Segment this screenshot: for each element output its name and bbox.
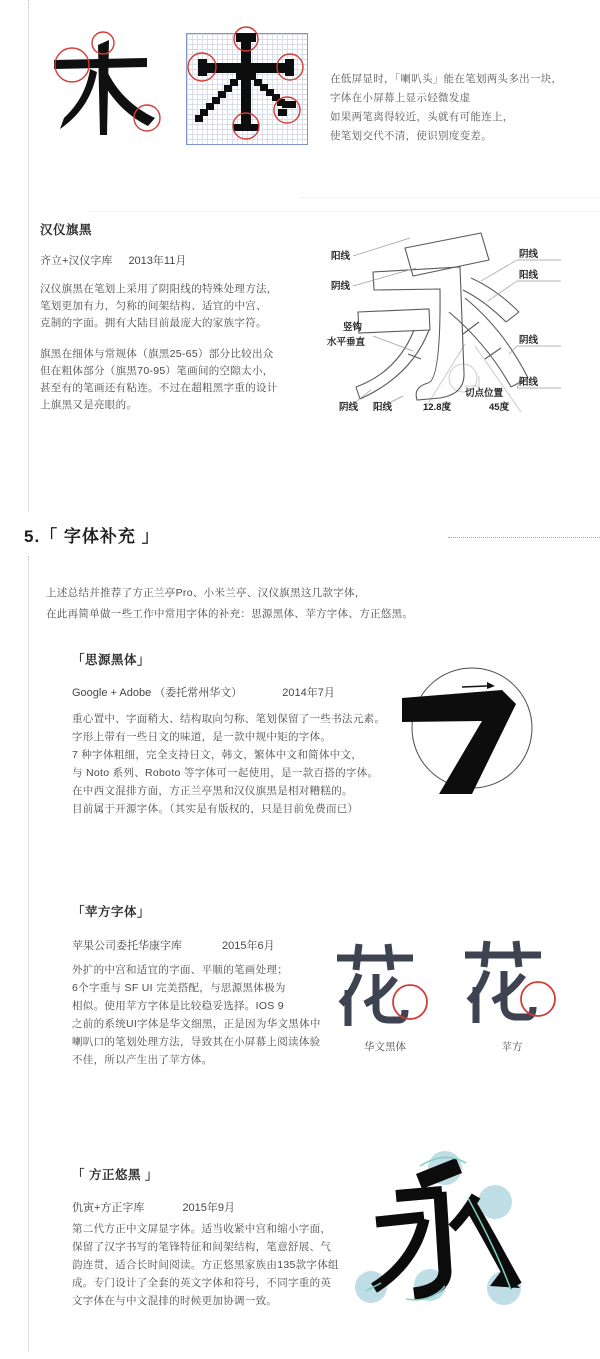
siyuan-foundry: Google + Adobe （委托常州华文） [72,687,243,699]
diagram-label: 阳线 [373,402,393,413]
left-dotted-guide-bottom [28,556,29,1352]
youhei-foundry: 仇寅+方正字库 [72,1202,145,1214]
mu-pixel-glyph-figure [173,20,319,156]
hanyi-byline [40,252,186,268]
pingfang-line: 相似。使用苹方字体是比较稳妥选择。IOS 9 [72,1000,284,1012]
siyuan-byline [72,684,335,700]
diagram-label: 阴线 [519,249,539,260]
hanyi-para2-line: 甚至有的笔画还有粘连。不过在超粗黑字重的设计 [40,382,278,394]
youhei-date: 2015年9月 [182,1202,236,1214]
youhei-title: 「 方正悠黑 」 [72,1168,158,1182]
hanyi-date: 2013年11月 [128,255,187,267]
pingfang-line: 不佳，所以产生出了苹方体。 [72,1054,213,1066]
siyuan-title: 「思源黑体」 [72,653,151,667]
diagram-label: 阳线 [331,251,351,262]
mu-large-glyph-figure [38,28,178,158]
diagram-label: 切点位置 [465,388,504,399]
top-note-line: 使笔划交代不清，使识别度变差。 [330,130,492,142]
left-dotted-guide-top [28,0,29,512]
pingfang-line: 6个字重与 SF UI 完美搭配，与思源黑体极为 [72,982,286,994]
yong-anatomy-diagram [313,226,598,430]
pingfang-title: 「苹方字体」 [72,905,151,919]
siyuan-date: 2014年7月 [282,687,335,699]
diagram-label: 水平垂直 [327,337,366,348]
pingfang-byline [72,937,275,953]
annotation-arrow-icon [462,682,495,689]
hua-comparison-figure [325,918,575,1043]
section5-intro-line: 上述总结并推荐了方正兰亭Pro、小米兰亭、汉仪旗黑这几款字体， [46,587,366,599]
seven-glyph [402,690,516,794]
hanyi-title: 汉仪旗黑 [40,223,93,237]
youhei-byline [72,1199,235,1215]
section5-dotted-rule [448,537,600,538]
hua-glyph-pingfang [465,941,541,1023]
diagram-label: 阳线 [519,377,539,388]
pingfang-foundry: 苹果公司委托华康字库 [72,940,182,952]
siyuan-line: 7 种字体粗细，完全支持日文，韩文，繁体中文和简体中文， [72,749,363,761]
youhei-line: 成。专门设计了全套的英文字体和符号，不同字重的英 [72,1277,332,1289]
hanyi-foundry: 齐立+汉仪字库 [40,255,113,267]
section5-intro-line: 在此再简单做一些工作中常用字体的补充：思源黑体、苹方字体、方正悠黑。 [46,608,414,620]
siyuan-line: 与 Noto 系列、Roboto 等字体可一起使用，是一款百搭的字体。 [72,767,379,779]
siyuan-line: 目前属于开源字体。（其实是有版权的，只是目前免费而已） [72,803,359,815]
faint-divider-1 [300,197,600,198]
diagram-label: 阴线 [339,402,359,413]
diagram-labels [327,248,539,413]
hua-glyph-huawen [337,944,413,1026]
youhei-line: 保留了汉字书写的笔锋特征和间架结构，笔意舒展、气 [72,1241,332,1253]
diagram-label: 12.8度 [423,402,451,413]
mu-pixel-cells [195,33,296,131]
section5-title: 5.「 字体补充 」 [24,527,160,546]
faint-divider-2 [90,211,600,212]
pingfang-line: 外扩的中宫和适宜的字面、平顺的笔画处理； [72,964,288,976]
hanyi-para2-line: 旗黑在细体与常规体（旗黑25-65）部分比较出众 [40,348,274,360]
diagram-label: 竖钩 [343,322,363,333]
hanyi-para2-line: 但在粗体部分（旗黑70-95）笔画间的空隙太小， [40,365,274,377]
pingfang-line: 喇叭口的笔划处理方法，导致其在小屏幕上阅读体验 [72,1036,321,1048]
hanyi-para1-line: 汉仪旗黑在笔划上采用了阴阳线的特殊处理方法， [40,283,278,295]
diagram-label: 阴线 [331,281,351,292]
pingfang-date: 2015年6月 [222,940,275,952]
top-note-line: 如果两笔离得较近，头就有可能连上， [330,111,514,123]
youhei-line: 第二代方正中文屏显字体。适当收紧中宫和缩小字面， [72,1223,332,1235]
pingfang-line: 之前的系统UI字体是华文细黑，正是因为华文黑体中 [72,1018,321,1030]
top-note-line: 字体在小屏幕上显示轻微发虚 [330,92,471,104]
seven-circle-figure [382,636,567,826]
diagram-label: 阴线 [519,335,539,346]
top-note-line: 在低屏显时，「喇叭头」能在笔划两头多出一块， [330,73,563,85]
siyuan-line: 重心置中、字面稍大、结构取向匀称、笔划保留了一些书法元素。 [72,713,386,725]
youhei-line: 韵连贯，适合长时间阅读。方正悠黑家族由135款字体组 [72,1259,339,1271]
hanyi-para1-line: 克制的字面。拥有大陆目前最庞大的家族字符。 [40,317,267,329]
youhei-line: 文字体在与中文混排的时候更加协调一致。 [72,1295,278,1307]
hua-caption-right: 苹方 [501,1041,523,1053]
siyuan-line: 在中西文混排方面，方正兰亭黑和汉仪旗黑是相对糟糕的。 [72,785,353,797]
siyuan-line: 字形上带有一些日文的味道，是一款中规中矩的字体。 [72,731,332,743]
yong-outline-strokes [356,233,528,400]
hua-caption-left: 华文黑体 [364,1041,406,1053]
yong-big-figure [348,1136,593,1356]
hanyi-para1-line: 笔划更加有力，匀称的间架结构、适宜的中宫、 [40,300,267,312]
diagram-label: 45度 [489,402,510,413]
hanyi-para2-line: 上旗黑又是亮眼的。 [40,399,138,411]
diagram-label: 阳线 [519,270,539,281]
